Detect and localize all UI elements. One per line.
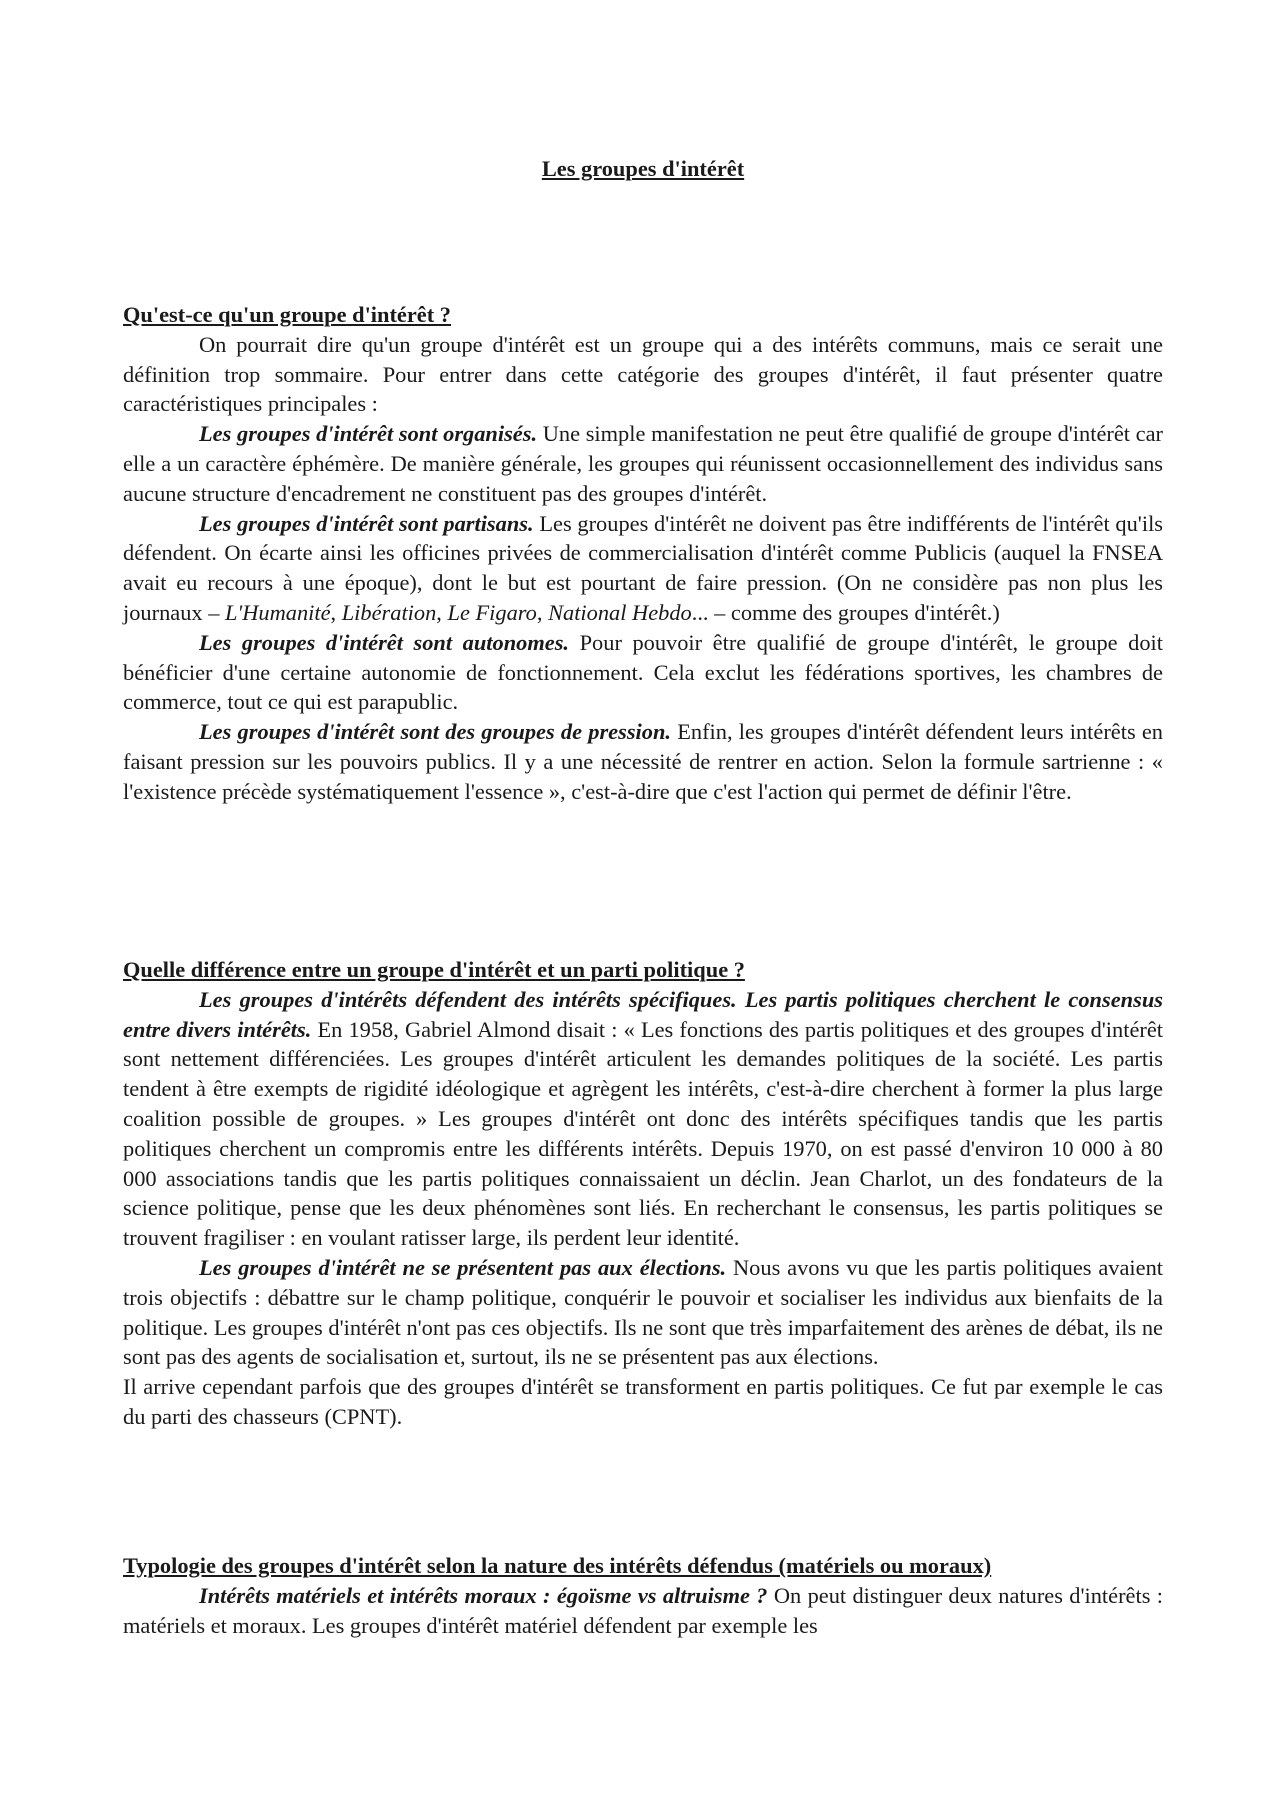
newspaper-name: National Hebdo bbox=[548, 599, 692, 625]
paragraph bbox=[123, 509, 1163, 628]
paragraph-text: Pour pouvoir être qualifié de groupe d'intérêt, le groupe doit bénéficier d'une certaine autonomie de fonctionnement. Cela exclut les fédérations sportives, les chambres de commerce, tout ce qui est parapublic. bbox=[123, 629, 1163, 715]
paragraph-text: ... – comme des groupes d'intérêt.) bbox=[691, 599, 1000, 625]
newspaper-name: Le Figaro bbox=[447, 599, 537, 625]
paragraph-text: On pourrait dire qu'un groupe d'intérêt est un groupe qui a des intérêts communs, mais ce serait une définition trop sommaire. Pour entrer dans cette catégorie des groupes d'intérêt, il faut présenter quatre caractéristiques principales : bbox=[123, 331, 1163, 417]
paragraph-text: Une simple manifestation ne peut être qualifié de groupe d'intérêt car elle a un caractère éphémère. De manière générale, les groupes qui réunissent occasionnellement des individus sans aucune structure d'encadrement ne constituent pas des groupes d'intérêt. bbox=[123, 421, 1163, 506]
section-typology bbox=[123, 1551, 1163, 1640]
document-title: Les groupes d'intérêt bbox=[541, 156, 745, 181]
section-heading: Quelle différence entre un groupe d'intérêt et un parti politique ? bbox=[123, 957, 745, 982]
paragraph bbox=[123, 1581, 1163, 1641]
newspaper-name: L'Humanité bbox=[224, 599, 331, 625]
paragraph-lead: Les groupes d'intérêts défendent des intérêts spécifiques. Les partis politiques cherchent le consensus entre divers intérêts. bbox=[123, 986, 1163, 1042]
paragraph bbox=[123, 717, 1163, 806]
paragraph-text: On peut distinguer deux natures d'intérêts : matériels et moraux. Les groupes d'intérêt matériel défendent par exemple les bbox=[123, 1582, 1164, 1638]
paragraph-lead: Les groupes d'intérêt sont partisans. bbox=[199, 510, 534, 536]
paragraph-lead: Les groupes d'intérêt sont autonomes. bbox=[199, 629, 570, 655]
paragraph-lead: Les groupes d'intérêt sont des groupes de pression. bbox=[199, 719, 671, 745]
paragraph bbox=[123, 330, 1163, 419]
separator: , bbox=[436, 599, 448, 625]
section-heading: Qu'est-ce qu'un groupe d'intérêt ? bbox=[123, 302, 451, 327]
separator: , bbox=[536, 599, 549, 625]
newspaper-name: Libération bbox=[341, 599, 437, 625]
paragraph-lead: Les groupes d'intérêt sont organisés. bbox=[199, 421, 538, 447]
paragraph-text: Il arrive cependant parfois que des groupes d'intérêt se transforment en partis politiques. Ce fut par exemple le cas du parti des chasseurs (CPNT). bbox=[123, 1374, 1163, 1429]
paragraph-text: Les groupes d'intérêt ne doivent pas être indifférents de l'intérêt qu'ils défendent. On écarte ainsi les officines privées de commercialisation d'intérêt comme Publicis (auquel la FNSEA avait eu recours à une époque), dont le but est pourtant de faire pression. (On ne considère pas non plus les journaux – bbox=[123, 510, 1164, 625]
paragraph-lead: Les groupes d'intérêt ne se présentent pas aux élections. bbox=[199, 1254, 727, 1280]
section-heading: Typologie des groupes d'intérêt selon la nature des intérêts défendus (matériels ou moraux) bbox=[123, 1553, 992, 1578]
paragraph bbox=[123, 1253, 1163, 1372]
section-difference bbox=[123, 955, 1163, 1432]
paragraph-text: En 1958, Gabriel Almond disait : « Les fonctions des partis politiques et des groupes d'intérêt sont nettement différenciées. Les groupes d'intérêt articulent les demandes politiques de la société. Les partis tendent à être exempts de rigidité idéologique et agrègent les intérêts, c'est-à-dire cherchent à former la plus large coalition possible de groupes. » Les groupes d'intérêt ont donc des intérêts spécifiques tandis que les partis politiques cherchent un compromis entre les différents intérêts. Depuis 1970, on est passé d'environ 10 000 à 80 000 associations tandis que les partis politiques connaissaient un déclin. Jean Charlot, un des fondateurs de la science politique, pense que les deux phénomènes sont liés. En recherchant le consensus, les partis politiques se trouvent fragiliser : en voulant ratisser large, ils perdent leur identité. bbox=[123, 1016, 1163, 1251]
paragraph bbox=[123, 628, 1163, 717]
section-definition bbox=[123, 300, 1163, 807]
paragraph-lead: Intérêts matériels et intérêts moraux : égoïsme vs altruisme ? bbox=[199, 1582, 768, 1608]
paragraph-text: Enfin, les groupes d'intérêt défendent leurs intérêts en faisant pression sur les pouvoirs publics. Il y a une nécessité de rentrer en action. Selon la formule sartrienne : « l'existence précède systématiquement l'essence », c'est-à-dire que c'est l'action qui permet de définir l'être. bbox=[123, 719, 1163, 804]
paragraph bbox=[123, 1372, 1163, 1432]
separator: , bbox=[330, 599, 342, 625]
paragraph bbox=[123, 985, 1163, 1253]
paragraph bbox=[123, 419, 1163, 508]
paragraph-text: Nous avons vu que les partis politiques avaient trois objectifs : débattre sur le champ politique, conquérir le pouvoir et socialiser les individus aux bienfaits de la politique. Les groupes d'intérêt n'ont pas ces objectifs. Ils ne sont que très imparfaitement des arènes de débat, ils ne sont pas des agents de socialisation et, surtout, ils ne se présentent pas aux élections. bbox=[123, 1254, 1163, 1370]
